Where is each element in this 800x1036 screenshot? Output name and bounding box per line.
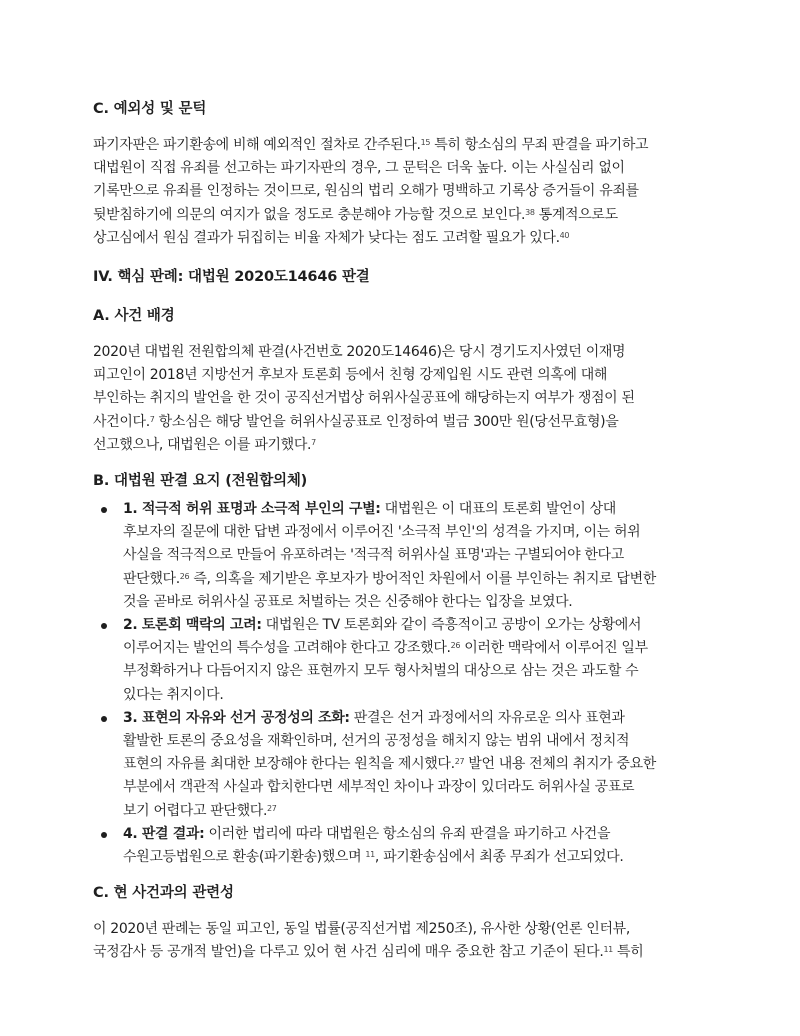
text-line: 보기 어렵다고 판단했다.$^{27}$ [123,802,277,819]
text-line: 표현의 자유를 최대한 보장해야 한다는 원칙을 제시했다.$^{27}$ 발언 내용 전체의 취지가 중요한 [123,756,656,773]
document-page [93,98,713,965]
footnote-ref[interactable]: 38 [525,207,535,217]
text-line: 기록만으로 유죄를 인정하는 것이므로, 원심의 법리 오해가 명백하고 기록상 증거들이 유죄를 [93,183,639,200]
list-item [93,823,713,869]
bullet-icon [101,623,107,629]
text-line: 활발한 토론의 중요성을 재확인하며, 선거의 공정성을 해치지 않는 범위 내에서 정치적 [123,733,630,750]
section-heading-relevance: C. 현 사건과의 관련성 [93,885,234,902]
text-line: 2020년 대법원 전원합의체 판결(사건번호 2020도14646)은 당시 경기도지사였던 이재명 [93,344,626,361]
bullet-icon [101,507,107,513]
text-line: 부인하는 취지의 발언을 한 것이 공직선거법상 허위사실공표에 해당하는지 여부가 쟁점이 된 [93,390,635,407]
footnote-ref[interactable]: 15 [420,138,431,147]
section-heading-case-background: A. 사건 배경 [93,308,175,325]
bullet-title: 3. 표현의 자유와 선거 공정성의 조화: [123,709,350,726]
bullet-title: 2. 토론회 맥락의 고려: [123,617,262,634]
text-line: 사실을 적극적으로 만들어 유포하려는 '적극적 허위사실 표명'과는 구별되어야 한다고 [123,547,624,564]
section-heading-threshold: C. 예외성 및 문턱 [93,101,207,117]
text-line: 판단했다.$^{26}$ 즉, 의혹을 제기받은 후보자가 방어적인 차원에서 이를 부인하는 취지로 답변한 [123,570,656,587]
text-line: 사건이다.$^7$ 항소심은 해당 발언을 허위사실공표로 인정하여 벌금 300만 원(당선무효형)을 [93,413,619,430]
text-line: 후보자의 질문에 대한 답변 과정에서 이루어진 '소극적 부인'의 성격을 가지며, 이는 허위 [123,524,641,541]
text-line: 4. 판결 결과: 이러한 법리에 따라 대법원은 항소심의 유죄 판결을 파기하고 사건을 [123,825,611,842]
text-line: 수원고등법원으로 환송(파기환송)했으며 $^{11}$, 파기환송심에서 최종 무죄가 선고되었다. [123,849,624,866]
paragraph-case-background [93,341,713,457]
footnote-ref[interactable]: 26 [450,641,461,651]
text-line: 부정확하거나 다듬어지지 않은 표현까지 모두 형사처벌의 대상으로 삼는 것은 과도할 수 [123,663,639,680]
text-line: 대법원이 직접 유죄를 선고하는 파기자판의 경우, 그 문턱은 더욱 높다. 이는 사실심리 없이 [93,160,625,177]
text-line: 상고심에서 원심 결과가 뒤집히는 비율 자체가 낮다는 점도 고려할 필요가 있다.$^{40}$ [93,229,570,246]
paragraph-threshold [93,134,713,250]
text-line: 3. 표현의 자유와 선거 공정성의 조화: 판결은 선거 과정에서의 자유로운 의사 표현과 [123,709,625,726]
text-line: 피고인이 2018년 지방선거 후보자 토론회 등에서 친형 강제입원 시도 관련 의혹에 대해 [93,367,608,384]
ruling-summary-list [93,498,713,869]
text-line: 있다는 취지이다. [123,686,224,703]
footnote-ref[interactable]: 11 [365,850,375,860]
paragraph-relevance [93,918,713,964]
footnote-ref[interactable]: 7 [311,437,316,447]
section-heading-ruling-summary: B. 대법원 판결 요지 (전원합의체) [93,473,308,490]
bullet-title: 4. 판결 결과: [123,825,205,842]
bullet-icon [101,832,107,838]
list-item [93,614,713,707]
text-line: 뒷받침하기에 의문의 여지가 없을 정도로 충분해야 가능할 것으로 보인다.$^{38}$ 통계적으로도 [93,206,618,223]
text-line: 이 2020년 판례는 동일 피고인, 동일 법률(공직선거법 제250조), 유사한 상황(언론 인터뷰, [93,921,630,938]
text-line: 부분에서 객관적 사실과 합치한다면 세부적인 차이나 과장이 있더라도 허위사실 공표로 [123,779,635,796]
text-line: 2. 토론회 맥락의 고려: 대법원은 TV 토론회와 같이 즉흥적이고 공방이 오가는 상황에서 [123,617,642,634]
text-line: 선고했으나, 대법원은 이를 파기했다.$^7$ [93,436,316,453]
bullet-title: 1. 적극적 허위 표명과 소극적 부인의 구별: [123,501,381,518]
footnote-ref[interactable]: 40 [559,230,570,240]
footnote-ref[interactable]: 7 [149,414,155,424]
footnote-ref[interactable]: 26 [179,571,190,581]
footnote-ref[interactable]: 11 [603,945,613,955]
text-line: 파기자판은 파기환송에 비해 예외적인 절차로 간주된다.$^{15}$ 특히 항소심의 무죄 판결을 파기하고 [93,137,649,153]
chapter-heading-key-precedent: IV. 핵심 판례: 대법원 2020도14646 판결 [93,269,370,286]
text-line: 국정감사 등 공개적 발언)을 다루고 있어 현 사건 심리에 매우 중요한 참고 기준이 된다.$^{11}$ 특히 [93,944,644,961]
bullet-icon [101,716,107,722]
footnote-ref[interactable]: 27 [454,757,465,767]
footnote-ref[interactable]: 27 [267,803,277,813]
list-item [93,498,713,614]
text-line: 1. 적극적 허위 표명과 소극적 부인의 구별: 대법원은 이 대표의 토론회 발언이 상대 [123,501,616,518]
text-line: 것을 곧바로 허위사실 공표로 처벌하는 것은 신중해야 한다는 입장을 보였다. [123,593,573,610]
text-line: 이루어지는 발언의 특수성을 고려해야 한다고 강조했다.$^{26}$ 이러한 맥락에서 이루어진 일부 [123,640,648,657]
list-item [93,707,713,823]
